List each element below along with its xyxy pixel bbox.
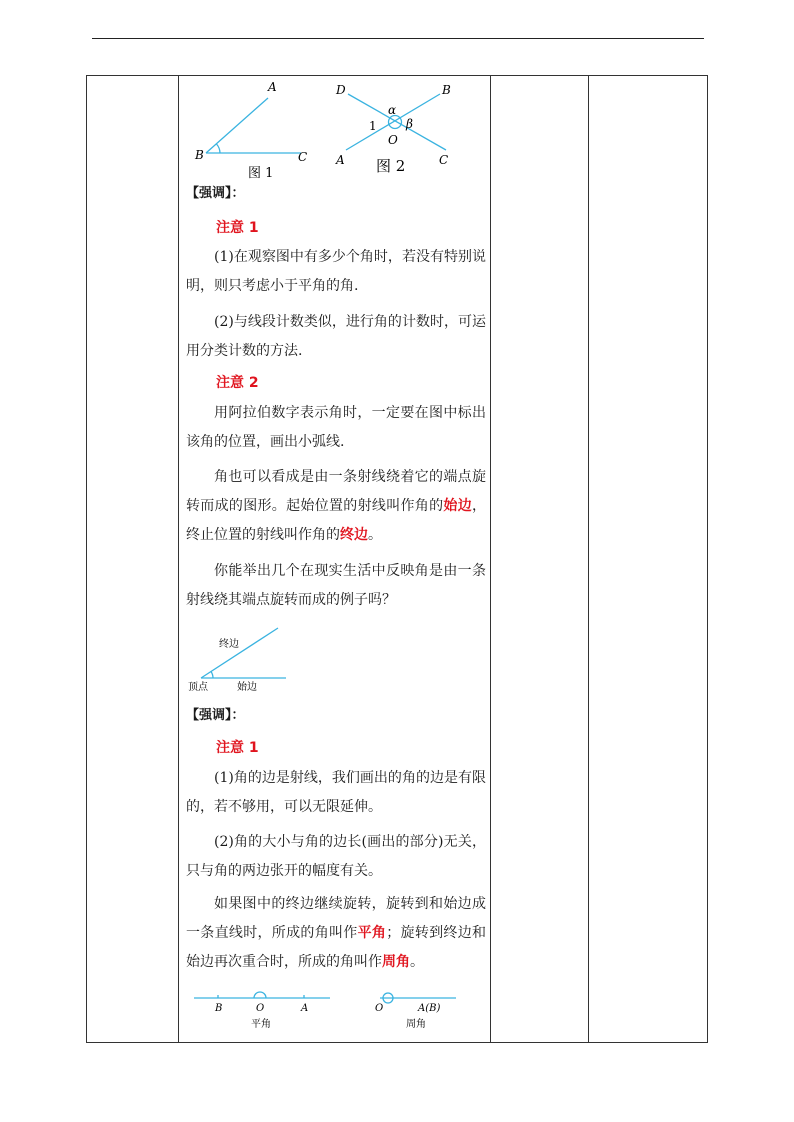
emphasis-heading-2: 【强调】： <box>186 708 245 723</box>
paragraph-question: 你能举出几个在现实生活中反映角是由一条射线绕其端点旋转而成的例子吗？ <box>186 563 486 608</box>
fig2-label-d: D <box>336 83 346 97</box>
fig4-full-caption: 周角 <box>406 1019 426 1030</box>
emphasis-heading-1: 【强调】： <box>186 186 245 201</box>
note-2-heading: 注意 2 <box>216 375 259 391</box>
note-1-heading-a: 注意 1 <box>216 220 259 236</box>
fig4-straight-label-b: B <box>215 1003 223 1014</box>
fig1-label-a: A <box>268 80 277 94</box>
paragraph-counting-method: (2)与线段计数类似，进行角的计数时，可运用分类计数的方法. <box>186 314 486 359</box>
paragraph-rotation-definition: 角也可以看成是由一条射线绕着它的端点旋转而成的图形。起始位置的射线叫作角的始边，终止位置的射线叫作角的终边。 <box>186 469 487 543</box>
figure-1-angle-abc <box>206 98 301 153</box>
figure-1-2 <box>186 78 486 183</box>
fig2-label-c: C <box>439 153 449 167</box>
term-straight-angle: 平角 <box>357 925 387 941</box>
fig3-label-initial: 始边 <box>237 682 257 693</box>
note-1-heading-b: 注意 1 <box>216 740 259 756</box>
paragraph-count-angles: (1)在观察图中有多少个角时，若没有特别说明，则只考虑小于平角的角. <box>186 249 486 294</box>
paragraph-straight-full-angle: 如果图中的终边继续旋转，旋转到和始边成一条直线时，所成的角叫作平角；旋转到终边和始边再次重合时，所成的角叫作周角。 <box>186 896 487 970</box>
fig2-label-a: A <box>336 153 345 167</box>
fig4-full-label-ab: A(B) <box>418 1003 441 1014</box>
fig3-label-vertex: 顶点 <box>188 682 208 693</box>
fig2-label-beta: β <box>406 117 413 131</box>
fig4-straight-caption: 平角 <box>251 1019 271 1030</box>
fig1-caption: 图 1 <box>248 166 274 181</box>
fig2-label-1: 1 <box>369 119 377 133</box>
fig2-caption: 图 2 <box>376 157 406 175</box>
figure-4-straight-full <box>186 985 476 1035</box>
figure-3-rotation <box>186 620 306 695</box>
column-divider-3 <box>588 76 589 1042</box>
fig2-label-o: O <box>388 133 398 147</box>
term-full-angle: 周角 <box>382 954 410 970</box>
term-terminal-side: 终边 <box>340 527 368 543</box>
paragraph-arabic-numerals: 用阿拉伯数字表示角时，一定要在图中标出该角的位置，画出小弧线. <box>186 405 486 450</box>
fig2-label-b: B <box>442 83 451 97</box>
fig4-straight-label-o: O <box>256 1003 265 1014</box>
column-divider-1 <box>178 76 179 1042</box>
fig1-label-b: B <box>195 148 204 162</box>
paragraph-sides-are-rays: (1)角的边是射线，我们画出的角的边是有限的，若不够用，可以无限延伸。 <box>186 770 486 815</box>
fig3-label-terminal: 终边 <box>219 639 239 650</box>
paragraph-angle-size: (2)角的大小与角的边长(画出的部分)无关，只与角的两边张开的幅度有关。 <box>186 834 486 879</box>
fig4-full-label-o: O <box>375 1003 384 1014</box>
fig4-straight-label-a: A <box>301 1003 309 1014</box>
column-divider-2 <box>490 76 491 1042</box>
fig2-label-alpha: α <box>388 103 397 117</box>
term-initial-side: 始边 <box>443 498 473 514</box>
header-rule <box>92 38 704 39</box>
fig1-label-c: C <box>298 150 308 164</box>
